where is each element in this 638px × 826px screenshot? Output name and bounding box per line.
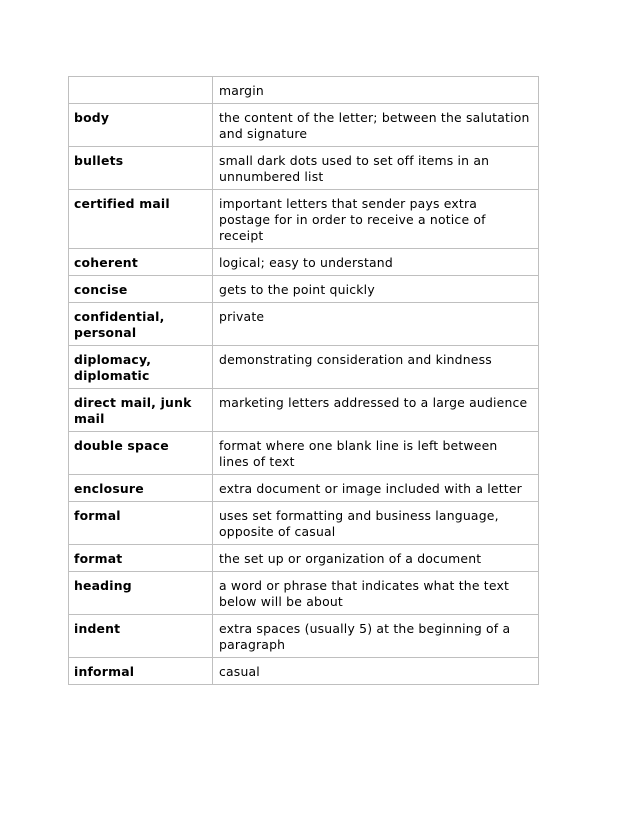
definition-cell: marketing letters addressed to a large audience [213,389,539,432]
definition-cell: important letters that sender pays extra postage for in order to receive a notice of receipt [213,190,539,249]
table-row [69,572,539,615]
definition-cell: the set up or organization of a document [213,545,539,572]
table-row [69,303,539,346]
term-cell: enclosure [69,475,213,502]
table-row [69,276,539,303]
definition-cell: logical; easy to understand [213,249,539,276]
term-cell: double space [69,432,213,475]
term-cell: formal [69,502,213,545]
definition-cell: margin [213,77,539,104]
table-row [69,346,539,389]
term-cell: concise [69,276,213,303]
definition-cell: extra document or image included with a letter [213,475,539,502]
table-row [69,615,539,658]
term-cell: bullets [69,147,213,190]
term-cell [69,77,213,104]
term-cell: direct mail, junk mail [69,389,213,432]
term-cell: diplomacy, diplomatic [69,346,213,389]
definition-cell: private [213,303,539,346]
definition-cell: format where one blank line is left between lines of text [213,432,539,475]
term-cell: body [69,104,213,147]
term-cell: coherent [69,249,213,276]
term-cell: certified mail [69,190,213,249]
term-cell: informal [69,658,213,685]
term-cell: confidential, personal [69,303,213,346]
definition-cell: small dark dots used to set off items in an unnumbered list [213,147,539,190]
term-cell: heading [69,572,213,615]
definition-cell: the content of the letter; between the salutation and signature [213,104,539,147]
table-row [69,77,539,104]
definition-cell: uses set formatting and business language, opposite of casual [213,502,539,545]
definition-cell: extra spaces (usually 5) at the beginning of a paragraph [213,615,539,658]
term-cell: indent [69,615,213,658]
glossary-body [69,77,539,685]
table-row [69,389,539,432]
table-row [69,147,539,190]
glossary-table [68,76,539,685]
table-row [69,249,539,276]
definition-cell: demonstrating consideration and kindness [213,346,539,389]
definition-cell: casual [213,658,539,685]
definition-cell: a word or phrase that indicates what the text below will be about [213,572,539,615]
table-row [69,545,539,572]
table-row [69,502,539,545]
term-cell: format [69,545,213,572]
table-row [69,475,539,502]
table-row [69,190,539,249]
table-row [69,432,539,475]
table-row [69,104,539,147]
definition-cell: gets to the point quickly [213,276,539,303]
table-row [69,658,539,685]
